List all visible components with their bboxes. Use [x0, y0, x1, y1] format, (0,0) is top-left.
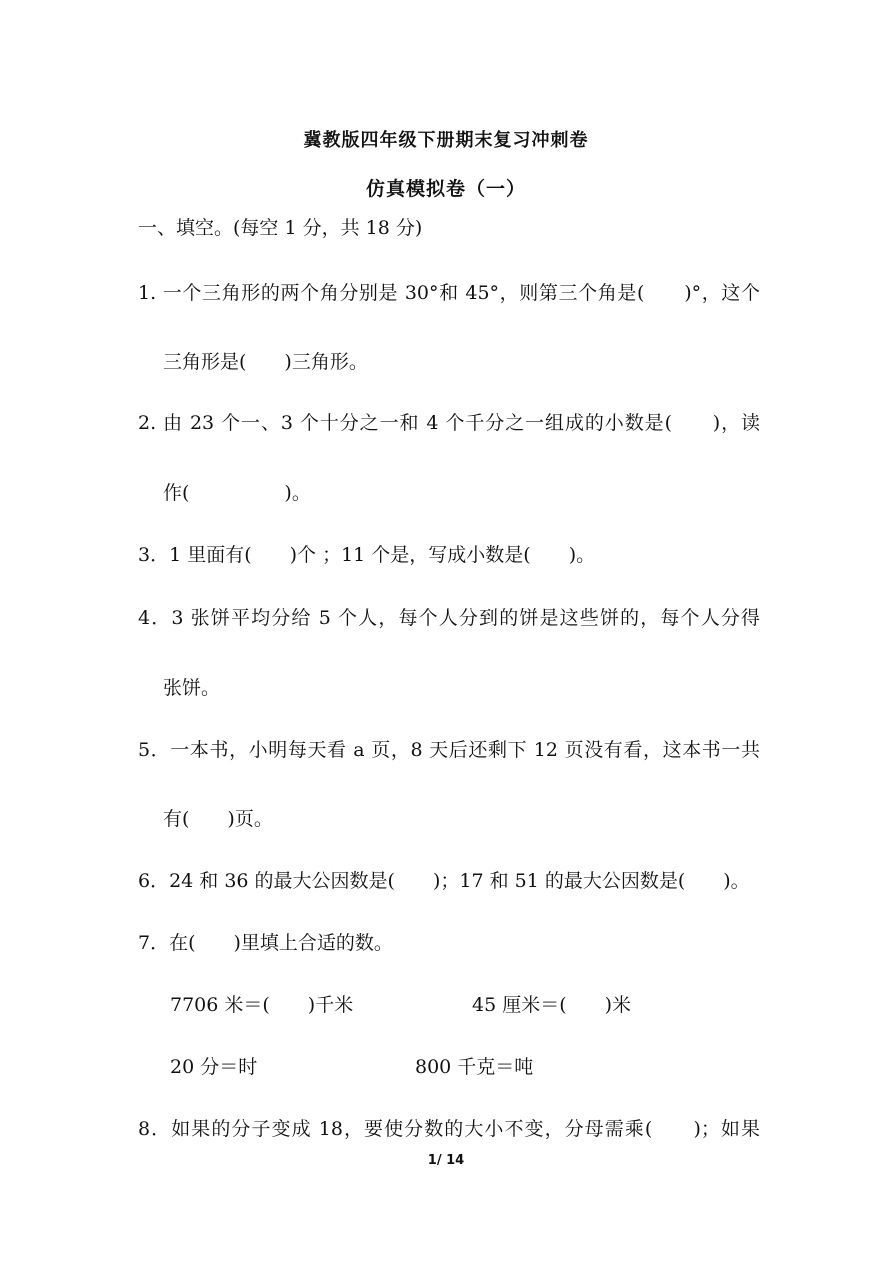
- question-7-item-km: 7706 米＝( )千米: [170, 994, 354, 1016]
- question-1-line-2: 三角形是( )三角形。: [163, 351, 368, 373]
- question-4-line-1: 4．3 张饼平均分给 5 个人，每个人分到的饼是这些饼的，每个人分得: [138, 607, 760, 629]
- page-number: 1/ 14: [427, 1153, 465, 1168]
- question-7-item-hour: 20 分＝时: [170, 1056, 258, 1078]
- section-heading: 一、填空。(每空 1 分，共 18 分): [138, 217, 423, 239]
- question-8-line-1: 8．如果的分子变成 18，要使分数的大小不变，分母需乘( )；如果: [138, 1118, 760, 1140]
- question-4-line-2: 张饼。: [163, 677, 221, 699]
- question-5-line-2: 有( )页。: [163, 808, 273, 830]
- question-2-line-2: 作( )。: [163, 482, 311, 504]
- question-6: 6．24 和 36 的最大公因数是( )；17 和 51 的最大公因数是( )。: [138, 870, 750, 892]
- question-7-item-m: 45 厘米＝( )米: [472, 994, 632, 1016]
- doc-title: 冀教版四年级下册期末复习冲刺卷: [303, 130, 589, 151]
- question-3: 3．1 里面有( )个 ；11 个是，写成小数是( )。: [138, 544, 596, 566]
- question-1-line-1: 1. 一个三角形的两个角分别是 30°和 45°，则第三个角是( )°，这个: [138, 282, 760, 304]
- question-7: 7．在( )里填上合适的数。: [138, 932, 393, 954]
- question-5-line-1: 5．一本书，小明每天看 a 页，8 天后还剩下 12 页没有看，这本书一共: [138, 739, 760, 761]
- question-7-item-ton: 800 千克＝吨: [415, 1056, 534, 1078]
- doc-subtitle: 仿真模拟卷（一）: [365, 178, 526, 200]
- question-2-line-1: 2. 由 23 个一、3 个十分之一和 4 个千分之一组成的小数是( )，读: [138, 412, 760, 434]
